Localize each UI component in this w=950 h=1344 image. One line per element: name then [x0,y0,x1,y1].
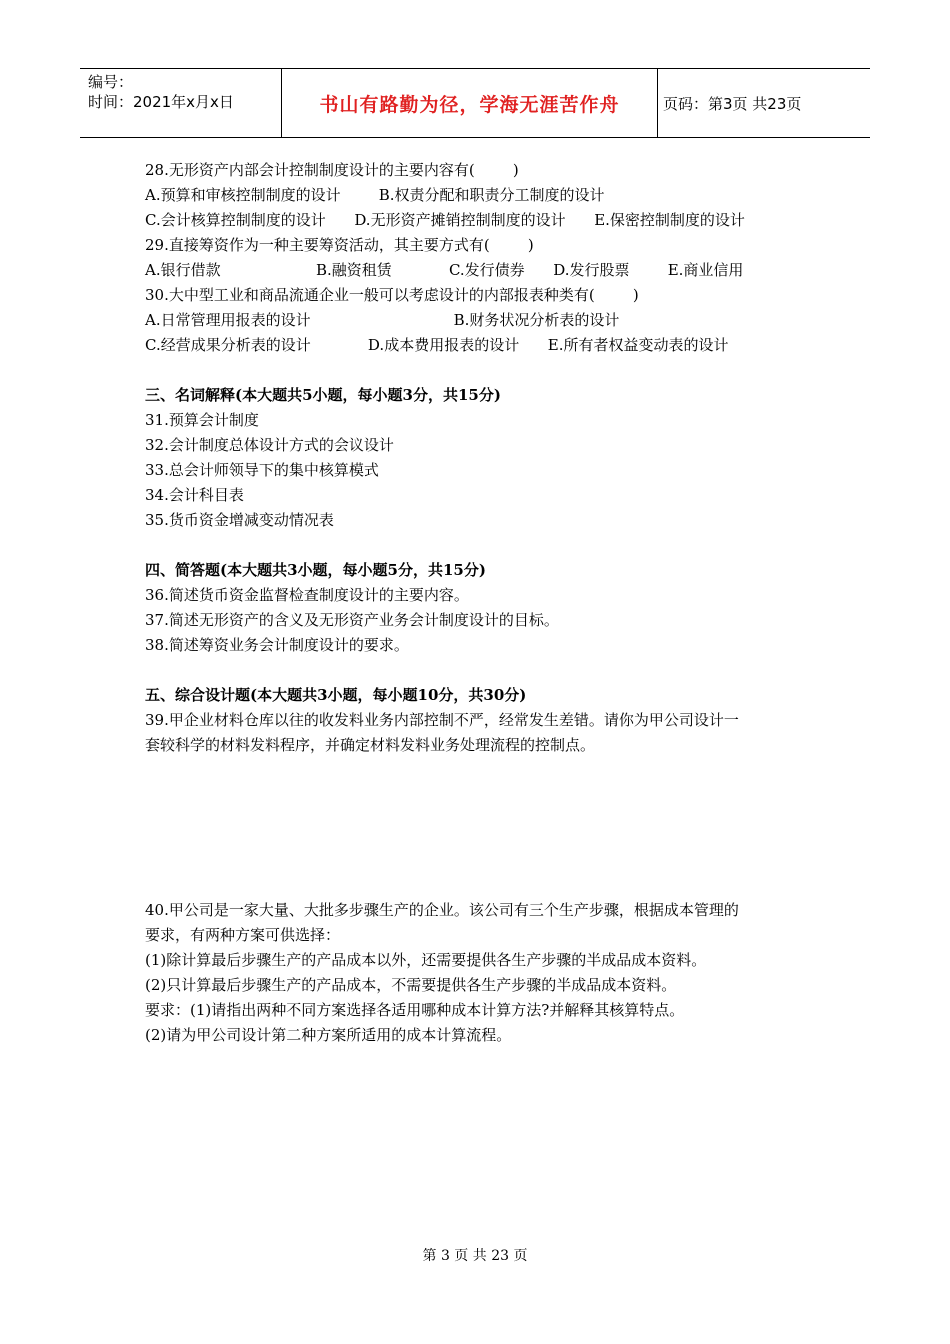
question-30-options-2: C.经营成果分析表的设计 D.成本费用报表的设计 E.所有者权益变动表的设计 [145,336,729,354]
section-4-heading: 四、简答题(本大题共3小题，每小题5分，共15分) [145,561,486,579]
question-40-line-2: 要求，有两种方案可供选择： [145,926,341,944]
question-31: 31.预算会计制度 [145,411,259,429]
document-body [145,158,815,1048]
question-33: 33.总会计师领导下的集中核算模式 [145,461,379,479]
header-page-cell [657,69,870,137]
header-left-cell [80,69,280,137]
question-36: 36.简述货币资金监督检查制度设计的主要内容。 [145,586,469,604]
question-34: 34.会计科目表 [145,486,244,504]
question-39-line-2: 套较科学的材料发料程序，并确定材料发料业务处理流程的控制点。 [145,736,596,754]
page-info: 页码：第3页 共23页 [663,94,802,113]
question-29: 29.直接筹资作为一种主要筹资活动，其主要方式有( ) [145,236,534,254]
question-40-requirement-1: 要求：(1)请指出两种不同方案选择各适用哪种成本计算方法?并解释其核算特点。 [145,1001,685,1019]
question-40-option-1: (1)除计算最后步骤生产的产品成本以外，还需要提供各生产步骤的半成品成本资料。 [145,951,707,969]
question-37: 37.简述无形资产的含义及无形资产业务会计制度设计的目标。 [145,611,559,629]
time-label: 时间：2021年x月x日 [88,93,234,111]
question-40-option-2: (2)只计算最后步骤生产的产品成本，不需要提供各生产步骤的半成品成本资料。 [145,976,677,994]
question-28-options-1: A.预算和审核控制制度的设计 B.权责分配和职责分工制度的设计 [145,186,605,204]
footer-page-number: 第 3 页 共 23 页 [422,1248,528,1264]
question-35: 35.货币资金增减变动情况表 [145,511,334,529]
page-footer [0,1245,950,1265]
question-38: 38.简述筹资业务会计制度设计的要求。 [145,636,409,654]
section-5-heading: 五、综合设计题(本大题共3小题，每小题10分，共30分) [145,686,527,704]
question-30: 30.大中型工业和商品流通企业一般可以考虑设计的内部报表种类有( ) [145,286,639,304]
page-header [80,68,870,138]
question-39-line-1: 39.甲企业材料仓库以往的收发料业务内部控制不严，经常发生差错。请你为甲公司设计一 [145,711,739,729]
question-29-options: A.银行借款 B.融资租赁 C.发行债券 D.发行股票 E.商业信用 [145,261,744,279]
question-32: 32.会计制度总体设计方式的会议设计 [145,436,394,454]
motto-text: 书山有路勤为径，学海无涯苦作舟 [319,93,620,116]
question-40-line-1: 40.甲公司是一家大量、大批多步骤生产的企业。该公司有三个生产步骤，根据成本管理的 [145,901,739,919]
header-motto-cell [281,69,658,137]
question-28: 28.无形资产内部会计控制制度设计的主要内容有( ) [145,161,519,179]
question-28-options-2: C.会计核算控制制度的设计 D.无形资产摊销控制制度的设计 E.保密控制制度的设计 [145,211,745,229]
question-30-options-1: A.日常管理用报表的设计 B.财务状况分析表的设计 [145,311,620,329]
section-3-heading: 三、名词解释(本大题共5小题，每小题3分，共15分) [145,386,501,404]
question-40-requirement-2: (2)请为甲公司设计第二种方案所适用的成本计算流程。 [145,1026,512,1044]
number-label: 编号： [88,73,134,91]
